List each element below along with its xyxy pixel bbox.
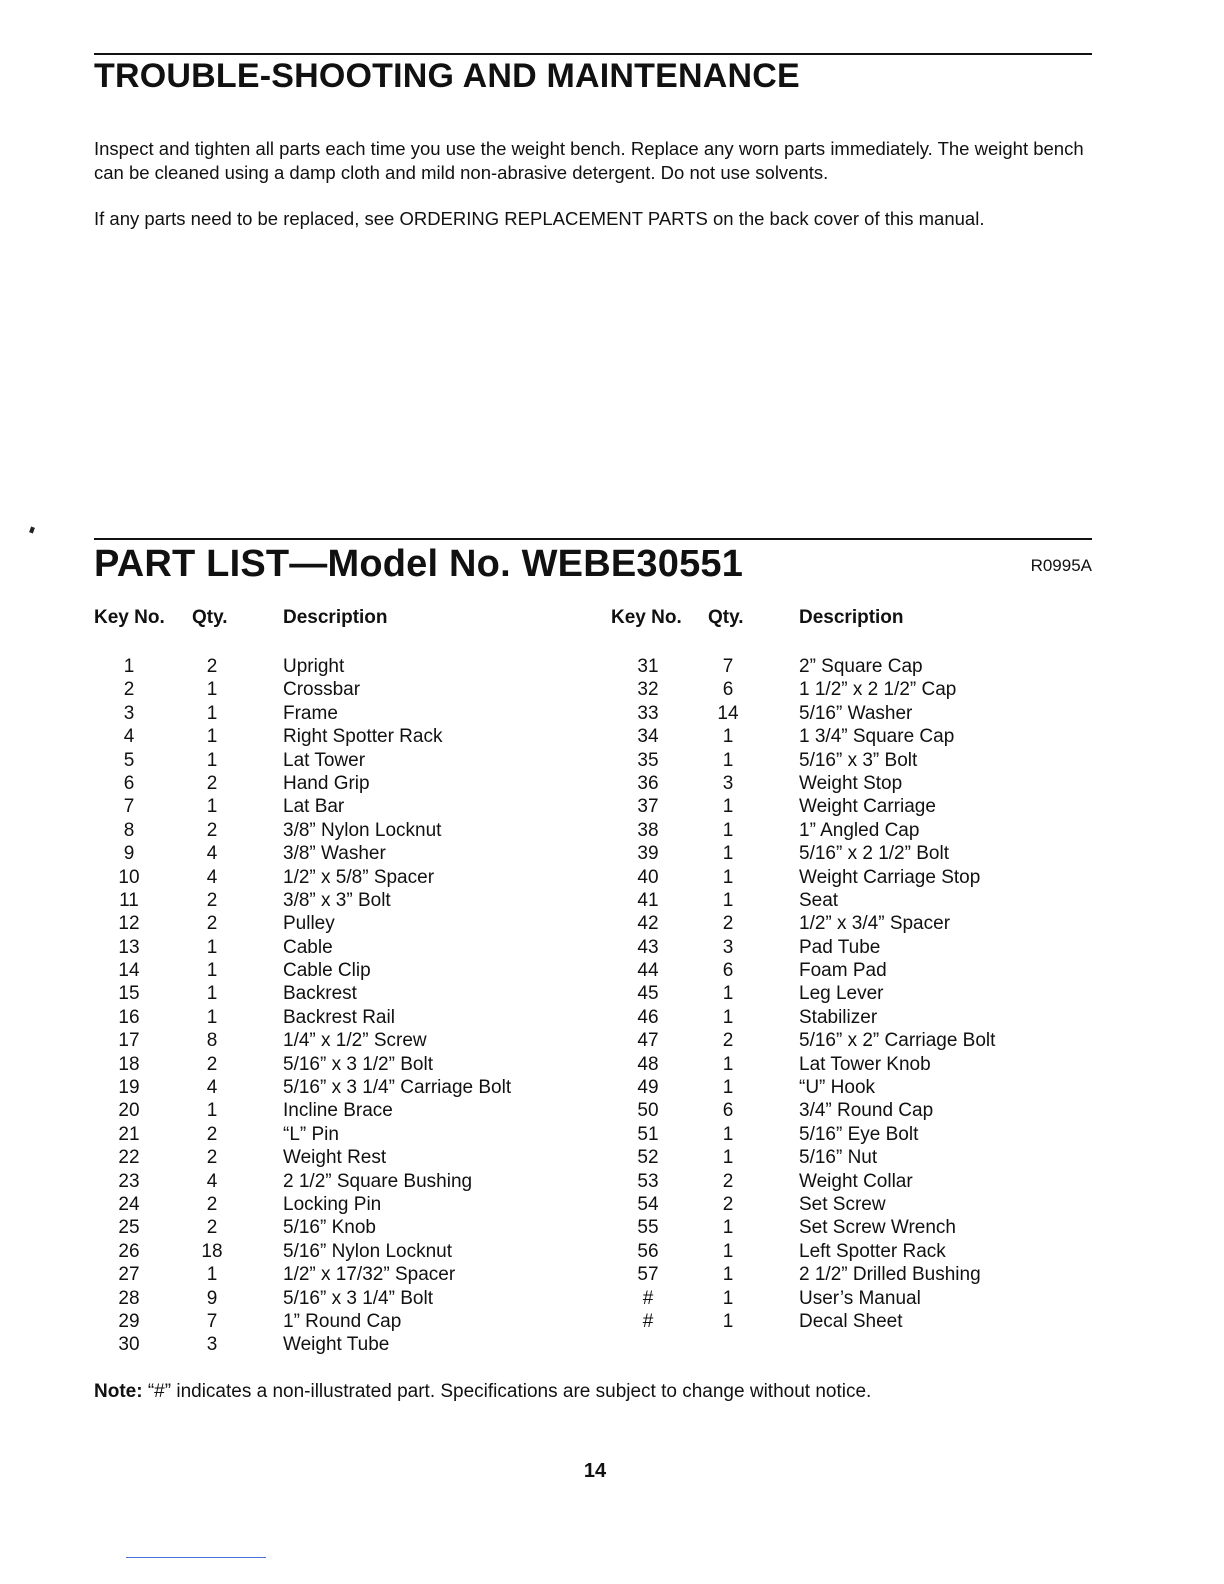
- part-key-no: 32: [637, 679, 659, 701]
- part-qty: 7: [722, 656, 734, 677]
- part-description: Lat Tower Knob: [799, 1053, 931, 1075]
- part-description: Set Screw Wrench: [799, 1217, 956, 1239]
- part-description: Hand Grip: [283, 772, 370, 794]
- part-key-no: 53: [637, 1170, 659, 1192]
- part-key-no: 29: [118, 1310, 140, 1332]
- part-description: Lat Tower: [283, 749, 366, 771]
- part-qty: 1: [722, 1310, 734, 1332]
- part-qty: 2: [206, 1217, 218, 1239]
- part-key-no: 6: [123, 772, 135, 794]
- part-qty: 1: [722, 1217, 734, 1239]
- part-qty: 1: [722, 1264, 734, 1286]
- troubleshooting-paragraph-1: Inspect and tighten all parts each time you use the weight bench. Replace any worn parts immediately. The weight bench can be cleaned using a damp cloth and mild non-abrasive detergent. Do not use solvents.: [94, 138, 1084, 183]
- part-key-no: 44: [637, 960, 659, 982]
- part-description: Left Spotter Rack: [799, 1240, 946, 1262]
- part-key-no: 48: [637, 1053, 659, 1075]
- part-key-no: 39: [637, 843, 659, 865]
- part-description: 5/16” x 2” Carriage Bolt: [799, 1030, 996, 1052]
- part-description: Crossbar: [283, 679, 361, 701]
- part-qty: 1: [722, 726, 734, 748]
- part-list-title: PART LIST—Model No. WEBE30551: [94, 543, 744, 585]
- part-key-no: 22: [118, 1147, 140, 1169]
- part-qty: 1: [722, 1077, 734, 1099]
- part-description: Pad Tube: [799, 936, 881, 958]
- part-key-no: 51: [637, 1123, 659, 1145]
- header-description: Description: [799, 607, 904, 628]
- part-description: 5/16” x 3” Bolt: [799, 749, 918, 771]
- part-description: Decal Sheet: [799, 1310, 903, 1332]
- part-key-no: 19: [118, 1077, 140, 1099]
- part-description: Weight Rest: [283, 1147, 387, 1169]
- part-description: 5/16” Nut: [799, 1147, 878, 1169]
- part-description: 3/8” x 3” Bolt: [283, 889, 391, 911]
- part-key-no: 30: [118, 1334, 140, 1356]
- part-description: 2 1/2” Drilled Bushing: [799, 1264, 981, 1286]
- part-qty: 2: [722, 1030, 734, 1052]
- part-key-no: 47: [637, 1030, 659, 1052]
- part-description: Seat: [799, 889, 839, 911]
- part-qty: 2: [722, 913, 734, 935]
- part-qty: 1: [722, 889, 734, 911]
- scan-mark: [29, 526, 35, 533]
- part-key-no: 55: [637, 1217, 659, 1239]
- part-qty: 1: [722, 1287, 734, 1309]
- header-key-no: Key No.: [611, 607, 682, 628]
- part-key-no: 13: [118, 936, 140, 958]
- part-key-no: 16: [118, 1006, 140, 1028]
- part-key-no: 21: [118, 1123, 140, 1145]
- part-qty: 1: [206, 960, 218, 982]
- part-key-no: 18: [118, 1053, 140, 1075]
- part-key-no: 3: [123, 702, 135, 724]
- header-qty: Qty.: [708, 607, 744, 628]
- part-key-no: 57: [637, 1264, 659, 1286]
- part-qty: 1: [722, 866, 734, 888]
- part-description: 5/16” Nylon Locknut: [283, 1240, 452, 1262]
- part-key-no: 25: [118, 1217, 140, 1239]
- part-description: 1 1/2” x 2 1/2” Cap: [799, 679, 957, 701]
- part-description: 1 3/4” Square Cap: [799, 726, 955, 748]
- part-qty: 14: [717, 702, 739, 724]
- part-qty: 1: [722, 819, 734, 841]
- part-qty: 1: [206, 1264, 218, 1286]
- part-qty: 1: [722, 1240, 734, 1262]
- part-qty: 4: [206, 843, 218, 865]
- part-description: Lat Bar: [283, 796, 345, 818]
- part-qty: 1: [722, 796, 734, 818]
- part-description: 5/16” Eye Bolt: [799, 1123, 919, 1145]
- part-description: Foam Pad: [799, 960, 887, 982]
- part-qty: 4: [206, 1170, 218, 1192]
- part-key-no: 31: [637, 656, 659, 677]
- part-qty: 1: [206, 983, 218, 1005]
- part-qty: 2: [206, 772, 218, 794]
- part-qty: 4: [206, 866, 218, 888]
- part-description: 5/16” Knob: [283, 1217, 376, 1239]
- part-qty: 18: [201, 1240, 223, 1262]
- part-qty: 2: [206, 819, 218, 841]
- part-qty: 6: [722, 1100, 734, 1122]
- part-description: 5/16” x 2 1/2” Bolt: [799, 843, 949, 865]
- part-qty: 2: [206, 1123, 218, 1145]
- part-key-no: 49: [637, 1077, 659, 1099]
- part-key-no: #: [642, 1310, 654, 1332]
- part-key-no: 11: [119, 889, 139, 911]
- part-key-no: 50: [637, 1100, 659, 1122]
- part-qty: 2: [206, 889, 218, 911]
- part-description: Leg Lever: [799, 983, 884, 1005]
- part-description: Incline Brace: [283, 1100, 393, 1122]
- part-key-no: 2: [123, 679, 135, 701]
- part-qty: 1: [206, 726, 218, 748]
- part-qty: 1: [722, 1147, 734, 1169]
- part-qty: 1: [206, 1100, 218, 1122]
- part-key-no: 7: [123, 796, 135, 818]
- part-key-no: 8: [123, 819, 135, 841]
- header-key-no: Key No.: [94, 607, 165, 628]
- part-list-code: R0995A: [1030, 556, 1092, 575]
- part-description: Weight Collar: [799, 1170, 913, 1192]
- part-description: “U” Hook: [799, 1077, 876, 1099]
- part-qty: 7: [206, 1310, 218, 1332]
- part-qty: 2: [206, 1147, 218, 1169]
- troubleshooting-title: TROUBLE-SHOOTING AND MAINTENANCE: [94, 57, 800, 95]
- part-description: 5/16” x 3 1/2” Bolt: [283, 1053, 433, 1075]
- part-description: 1/2” x 5/8” Spacer: [283, 866, 435, 888]
- part-description: Weight Carriage: [799, 796, 936, 818]
- part-key-no: 24: [118, 1193, 140, 1215]
- part-qty: 3: [722, 772, 734, 794]
- part-qty: 1: [206, 936, 218, 958]
- part-qty: 2: [206, 913, 218, 935]
- part-qty: 1: [722, 843, 734, 865]
- part-key-no: 9: [123, 843, 135, 865]
- part-key-no: 46: [637, 1006, 659, 1028]
- part-qty: 1: [206, 1006, 218, 1028]
- part-description: Backrest Rail: [283, 1006, 395, 1028]
- part-description: Weight Tube: [283, 1334, 390, 1356]
- part-qty: 2: [722, 1170, 734, 1192]
- part-key-no: 4: [123, 726, 135, 748]
- part-description: 3/8” Nylon Locknut: [283, 819, 442, 841]
- part-description: 1/2” x 17/32” Spacer: [283, 1264, 456, 1286]
- part-qty: 2: [206, 1193, 218, 1215]
- part-description: “L” Pin: [283, 1123, 339, 1145]
- part-key-no: 45: [637, 983, 659, 1005]
- part-qty: 2: [722, 1193, 734, 1215]
- footer-line: [126, 1557, 266, 1558]
- part-description: 1/4” x 1/2” Screw: [283, 1030, 427, 1052]
- part-description: Cable: [283, 936, 333, 958]
- part-description: 5/16” x 3 1/4” Bolt: [283, 1287, 433, 1309]
- part-key-no: 52: [637, 1147, 659, 1169]
- part-key-no: 43: [637, 936, 659, 958]
- part-description: Weight Carriage Stop: [799, 866, 981, 888]
- part-qty: 1: [722, 983, 734, 1005]
- part-qty: 4: [206, 1077, 218, 1099]
- part-key-no: 5: [123, 749, 135, 771]
- part-description: User’s Manual: [799, 1287, 921, 1309]
- part-qty: 3: [722, 936, 734, 958]
- part-description: Weight Stop: [799, 772, 903, 794]
- part-qty: 8: [206, 1030, 218, 1052]
- part-description: Backrest: [283, 983, 357, 1005]
- part-description: Set Screw: [799, 1193, 886, 1215]
- part-key-no: #: [642, 1287, 654, 1309]
- part-key-no: 54: [637, 1193, 659, 1215]
- part-key-no: 20: [118, 1100, 140, 1122]
- part-description: 1/2” x 3/4” Spacer: [799, 913, 951, 935]
- header-qty: Qty.: [192, 607, 228, 628]
- part-key-no: 17: [118, 1030, 140, 1052]
- part-qty: 1: [722, 749, 734, 771]
- part-qty: 6: [722, 960, 734, 982]
- part-key-no: 41: [637, 889, 659, 911]
- note-text: “#” indicates a non-illustrated part. Specifications are subject to change without notice.: [147, 1381, 872, 1402]
- part-key-no: 40: [637, 866, 659, 888]
- part-qty: 1: [206, 749, 218, 771]
- part-description: 2” Square Cap: [799, 656, 923, 677]
- footnote: [94, 1381, 871, 1403]
- part-description: 2 1/2” Square Bushing: [283, 1170, 473, 1192]
- part-key-no: 12: [118, 913, 140, 935]
- part-qty: 1: [206, 796, 218, 818]
- part-qty: 6: [722, 679, 734, 701]
- top-rule: [94, 53, 1092, 55]
- part-description: 1” Angled Cap: [799, 819, 920, 841]
- part-qty: 2: [206, 1053, 218, 1075]
- part-qty: 1: [206, 679, 218, 701]
- part-key-no: 33: [637, 702, 659, 724]
- part-description: 1” Round Cap: [283, 1310, 402, 1332]
- part-description: 3/4” Round Cap: [799, 1100, 934, 1122]
- part-description: Frame: [283, 702, 338, 724]
- part-qty: 3: [206, 1334, 218, 1356]
- part-key-no: 38: [637, 819, 659, 841]
- part-description: 3/8” Washer: [283, 843, 386, 865]
- part-description: Pulley: [283, 913, 335, 935]
- part-key-no: 35: [637, 749, 659, 771]
- part-description: 5/16” Washer: [799, 702, 913, 724]
- part-description: Cable Clip: [283, 960, 371, 982]
- header-description: Description: [283, 607, 388, 628]
- part-qty: 9: [206, 1287, 218, 1309]
- part-key-no: 26: [118, 1240, 140, 1262]
- part-key-no: 15: [118, 983, 140, 1005]
- part-list-rule: [94, 538, 1092, 540]
- part-key-no: 34: [637, 726, 659, 748]
- part-key-no: 14: [118, 960, 140, 982]
- part-qty: 1: [722, 1006, 734, 1028]
- part-key-no: 23: [118, 1170, 140, 1192]
- part-key-no: 10: [118, 866, 140, 888]
- part-qty: 2: [206, 656, 218, 677]
- part-key-no: 56: [637, 1240, 659, 1262]
- part-description: Stabilizer: [799, 1006, 878, 1028]
- troubleshooting-paragraph-2: If any parts need to be replaced, see ORDERING REPLACEMENT PARTS on the back cover of this manual.: [94, 208, 985, 229]
- part-qty: 1: [206, 702, 218, 724]
- note-label: Note:: [94, 1381, 143, 1402]
- part-key-no: 36: [637, 772, 659, 794]
- part-key-no: 42: [637, 913, 659, 935]
- part-key-no: 27: [118, 1264, 140, 1286]
- part-key-no: 1: [123, 656, 135, 677]
- part-key-no: 28: [118, 1287, 140, 1309]
- part-key-no: 37: [637, 796, 659, 818]
- part-qty: 1: [722, 1053, 734, 1075]
- part-description: Right Spotter Rack: [283, 726, 443, 748]
- part-qty: 1: [722, 1123, 734, 1145]
- part-description: Upright: [283, 656, 345, 677]
- part-description: Locking Pin: [283, 1193, 382, 1215]
- part-description: 5/16” x 3 1/4” Carriage Bolt: [283, 1077, 512, 1099]
- page-number: 14: [583, 1460, 607, 1482]
